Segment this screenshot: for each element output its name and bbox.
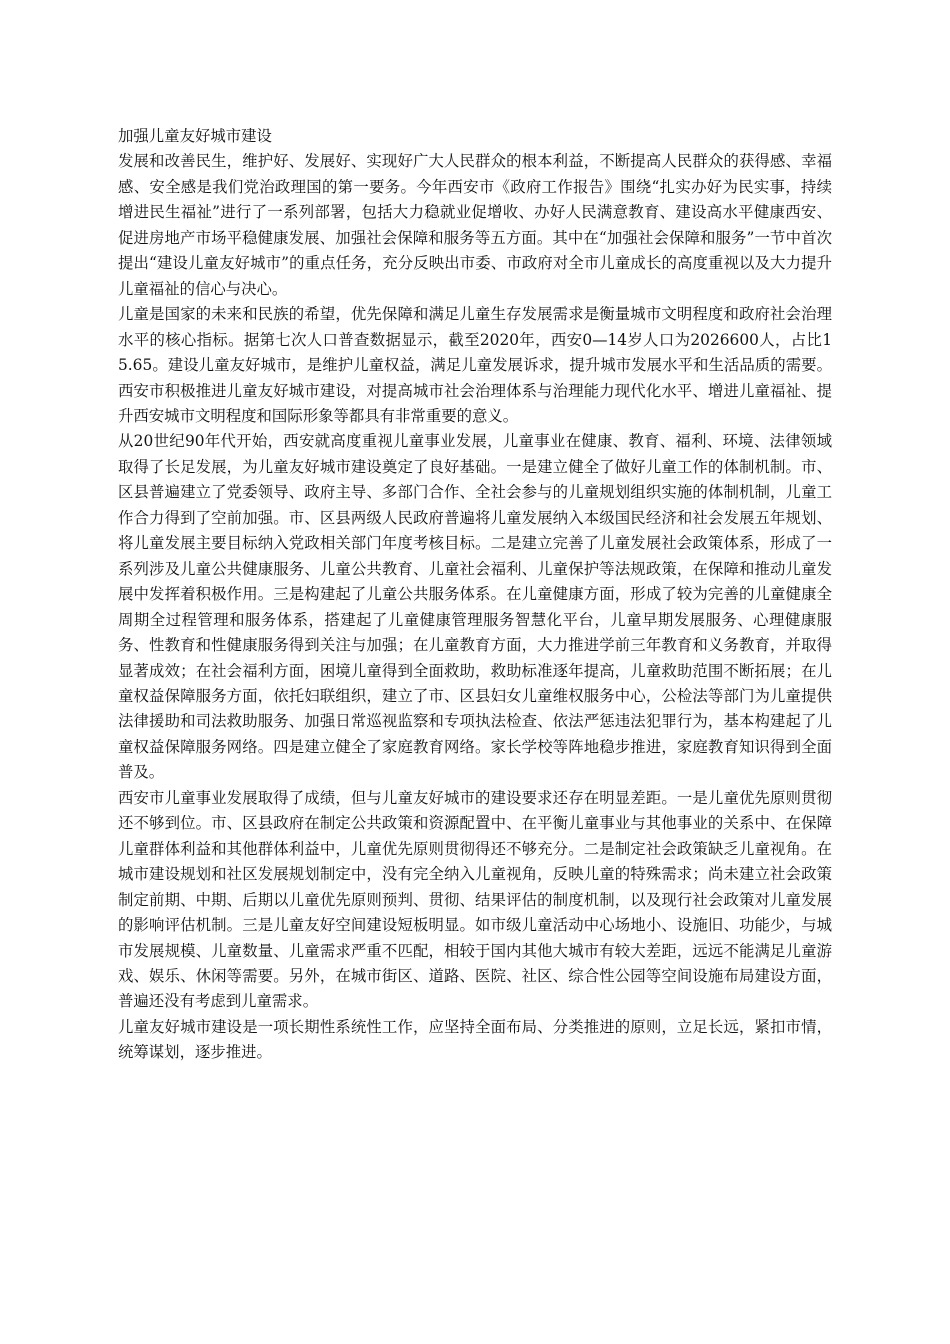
paragraph-conclusion: 儿童友好城市建设是一项长期性系统性工作，应坚持全面布局、分类推进的原则，立足长远，紧扣市情，统筹谋划，逐步推进。 [118, 1017, 832, 1062]
document-page [118, 124, 832, 1066]
paragraph-intro: 发展和改善民生，维护好、发展好、实现好广大人民群众的根本利益，不断提高人民群众的获得感、幸福感、安全感是我们党治政理国的第一要务。今年西安市《政府工作报告》围绕“扎实办好为民实事，持续增进民生福祉”进行了一系列部署，包括大力稳就业促增收、办好人民满意教育、建设高水平健康西安、促进房地产市场平稳健康发展、加强社会保障和服务等五方面。其中在“加强社会保障和服务”一节中首次提出“建设儿童友好城市”的重点任务，充分反映出市委、市政府对全市儿童成长的高度重视以及大力提升儿童福祉的信心与决心。 [118, 152, 832, 298]
paragraph-gaps: 西安市儿童事业发展取得了成绩，但与儿童友好城市的建设要求还存在明显差距。一是儿童优先原则贯彻还不够到位。市、区县政府在制定公共政策和资源配置中、在平衡儿童事业与其他事业的关系中、在保障儿童群体利益和其他群体利益中，儿童优先原则贯彻得还不够充分。二是制定社会政策缺乏儿童视角。在城市建设规划和社区发展规划制定中，没有完全纳入儿童视角，反映儿童的特殊需求；尚未建立社会政策制定前期、中期、后期以儿童优先原则预判、贯彻、结果评估的制度机制，以及现行社会政策对儿童发展的影响评估机制。三是儿童友好空间建设短板明显。如市级儿童活动中心场地小、设施旧、功能少，与城市发展规模、儿童数量、儿童需求严重不匹配，相较于国内其他大城市有较大差距，远远不能满足儿童游戏、娱乐、休闲等需要。另外，在城市街区、道路、医院、社区、综合性公园等空间设施布局建设方面，普遍还没有考虑到儿童需求。 [118, 788, 832, 1011]
paragraph-significance: 儿童是国家的未来和民族的希望，优先保障和满足儿童生存发展需求是衡量城市文明程度和政府社会治理水平的核心指标。据第七次人口普查数据显示，截至2020年，西安0—14岁人口为2026600人，占比15.65。建设儿童友好城市，是维护儿童权益，满足儿童发展诉求，提升城市发展水平和生活品质的需要。西安市积极推进儿童友好城市建设，对提高城市社会治理体系与治理能力现代化水平、增进儿童福祉、提升西安城市文明程度和国际形象等都具有非常重要的意义。 [118, 305, 832, 425]
paragraph-achievements: 从20世纪90年代开始，西安就高度重视儿童事业发展，儿童事业在健康、教育、福利、环境、法律领域取得了长足发展，为儿童友好城市建设奠定了良好基础。一是建立健全了做好儿童工作的体制机制。市、区县普遍建立了党委领导、政府主导、多部门合作、全社会参与的儿童规划组织实施的体制机制，儿童工作合力得到了空前加强。市、区县两级人民政府普遍将儿童发展纳入本级国民经济和社会发展五年规划、将儿童发展主要目标纳入党政相关部门年度考核目标。二是建立完善了儿童发展社会政策体系，形成了一系列涉及儿童公共健康服务、儿童公共教育、儿童社会福利、儿童保护等法规政策，在保障和推动儿童发展中发挥着积极作用。三是构建起了儿童公共服务体系。在儿童健康方面，形成了较为完善的儿童健康全周期全过程管理和服务体系，搭建起了儿童健康管理服务智慧化平台，儿童早期发展服务、心理健康服务、性教育和性健康服务得到关注与加强；在儿童教育方面，大力推进学前三年教育和义务教育，并取得显著成效；在社会福利方面，困境儿童得到全面救助，救助标准逐年提高，儿童救助范围不断拓展；在儿童权益保障服务方面，依托妇联组织，建立了市、区县妇女儿童维权服务中心，公检法等部门为儿童提供法律援助和司法救助服务、加强日常巡视监察和专项执法检查、依法严惩违法犯罪行为，基本构建起了儿童权益保障服务网络。四是建立健全了家庭教育网络。家长学校等阵地稳步推进，家庭教育知识得到全面普及。 [118, 432, 832, 782]
document-title: 加强儿童友好城市建设 [118, 127, 272, 145]
